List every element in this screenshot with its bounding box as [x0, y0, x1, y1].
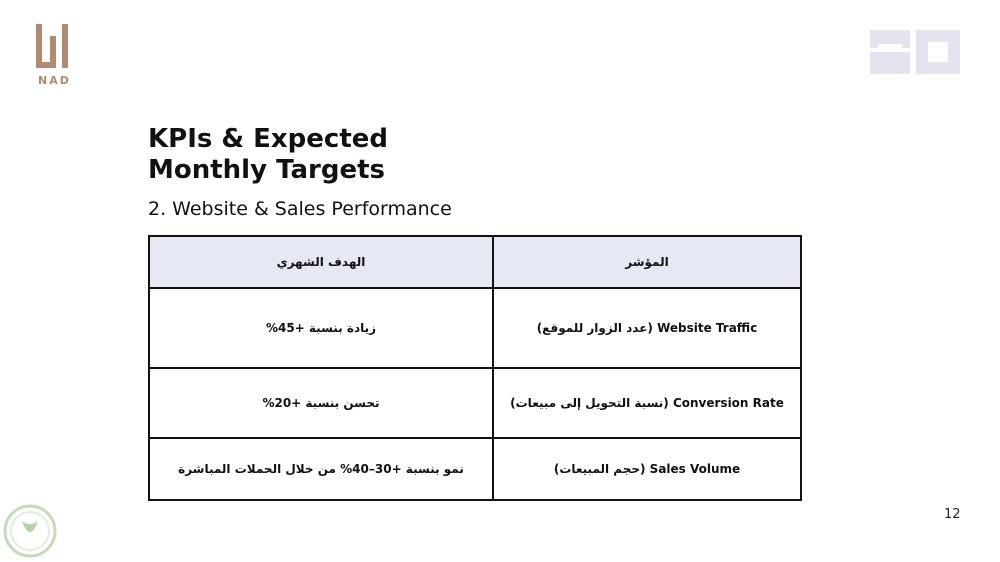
table-header-row	[149, 236, 801, 288]
indicator-cell: Website Traffic (عدد الزوار للموقع)	[493, 288, 801, 368]
page-subtitle: 2. Website & Sales Performance	[148, 198, 452, 220]
title-line-1: KPIs & Expected	[148, 124, 388, 154]
corner-logo-icon	[870, 30, 960, 74]
title-line-2: Monthly Targets	[148, 155, 385, 185]
header-indicator: المؤشر	[493, 236, 801, 288]
page-title	[148, 124, 388, 186]
indicator-cell: Sales Volume (حجم المبيعات)	[493, 438, 801, 500]
table-row	[149, 438, 801, 500]
kpi-table	[148, 235, 802, 501]
indicator-cell: Conversion Rate (نسبة التحويل إلى مبيعات)	[493, 368, 801, 438]
page-number: 12	[944, 507, 961, 522]
header-monthly-target: الهدف الشهري	[149, 236, 493, 288]
leaf-watermark-icon	[2, 503, 58, 559]
target-cell: نمو بنسبة +30–40% من خلال الحملات المباشرة	[149, 438, 493, 500]
logo-text: NAD	[38, 74, 71, 87]
table-row	[149, 368, 801, 438]
target-cell: تحسن بنسبة +20%	[149, 368, 493, 438]
table-row	[149, 288, 801, 368]
target-cell: زيادة بنسبة +45%	[149, 288, 493, 368]
